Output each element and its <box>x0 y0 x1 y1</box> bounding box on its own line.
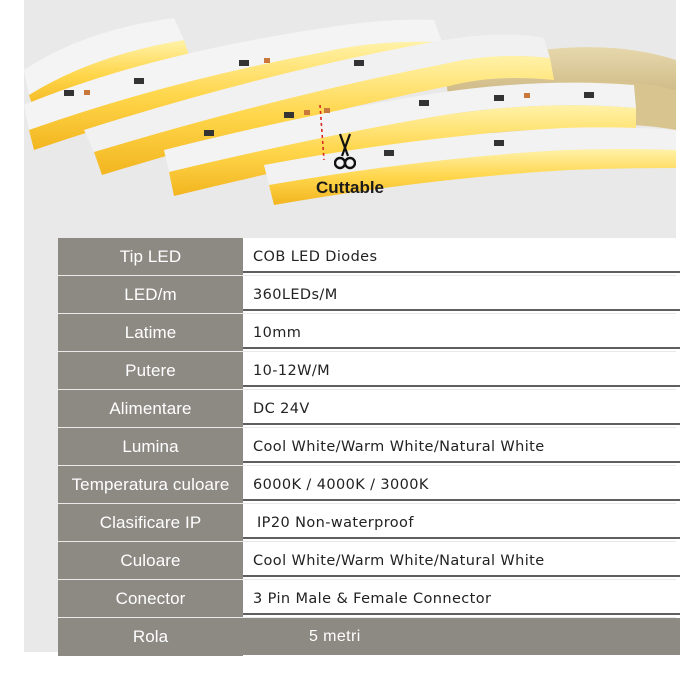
spec-label: Lumina <box>58 428 243 465</box>
spec-label: Putere <box>58 352 243 389</box>
spec-value-cell <box>243 314 680 351</box>
spec-value-cell <box>243 466 680 503</box>
spec-value-cell <box>243 504 680 541</box>
spec-value: Cool White/Warm White/Natural White <box>253 552 545 569</box>
spec-row-lumina <box>58 428 676 466</box>
spec-label: Conector <box>58 580 243 617</box>
spec-value: 10-12W/M <box>253 362 331 379</box>
spec-value: 3 Pin Male & Female Connector <box>253 590 492 607</box>
spec-label: Culoare <box>58 542 243 579</box>
spec-row-led-per-meter <box>58 276 676 314</box>
spec-label: Tip LED <box>58 238 243 275</box>
spec-value-cell <box>243 352 680 389</box>
spec-value: 5 metri <box>309 627 361 645</box>
spec-value-cell <box>243 390 680 427</box>
spec-value: IP20 Non-waterproof <box>257 514 414 531</box>
spec-row-conector <box>58 580 676 618</box>
spec-value: 10mm <box>253 324 302 341</box>
spec-value-cell <box>243 428 680 465</box>
spec-row-culoare <box>58 542 676 580</box>
spec-label: Clasificare IP <box>58 504 243 541</box>
spec-table <box>58 238 676 656</box>
spec-label: Temperatura culoare <box>58 466 243 503</box>
spec-row-temperatura <box>58 466 676 504</box>
spec-value-cell <box>243 238 680 275</box>
spec-value: COB LED Diodes <box>253 248 378 265</box>
spec-label: Rola <box>58 618 243 656</box>
spec-row-rola <box>58 618 676 656</box>
spec-value-cell <box>243 618 680 655</box>
spec-row-putere <box>58 352 676 390</box>
spec-row-latime <box>58 314 676 352</box>
spec-value-cell <box>243 542 680 579</box>
spec-value: Cool White/Warm White/Natural White <box>253 438 545 455</box>
spec-value-cell <box>243 276 680 313</box>
spec-row-alimentare <box>58 390 676 428</box>
spec-label: Latime <box>58 314 243 351</box>
spec-value: 6000K / 4000K / 3000K <box>253 476 429 493</box>
cuttable-caption: Cuttable <box>316 178 384 197</box>
scissors-icon <box>334 132 356 172</box>
spec-value: 360LEDs/M <box>253 286 338 303</box>
spec-value: DC 24V <box>253 400 310 417</box>
spec-label: LED/m <box>58 276 243 313</box>
spec-value-cell <box>243 580 680 617</box>
spec-row-tip-led <box>58 238 676 276</box>
spec-row-clasificare-ip <box>58 504 676 542</box>
spec-label: Alimentare <box>58 390 243 427</box>
